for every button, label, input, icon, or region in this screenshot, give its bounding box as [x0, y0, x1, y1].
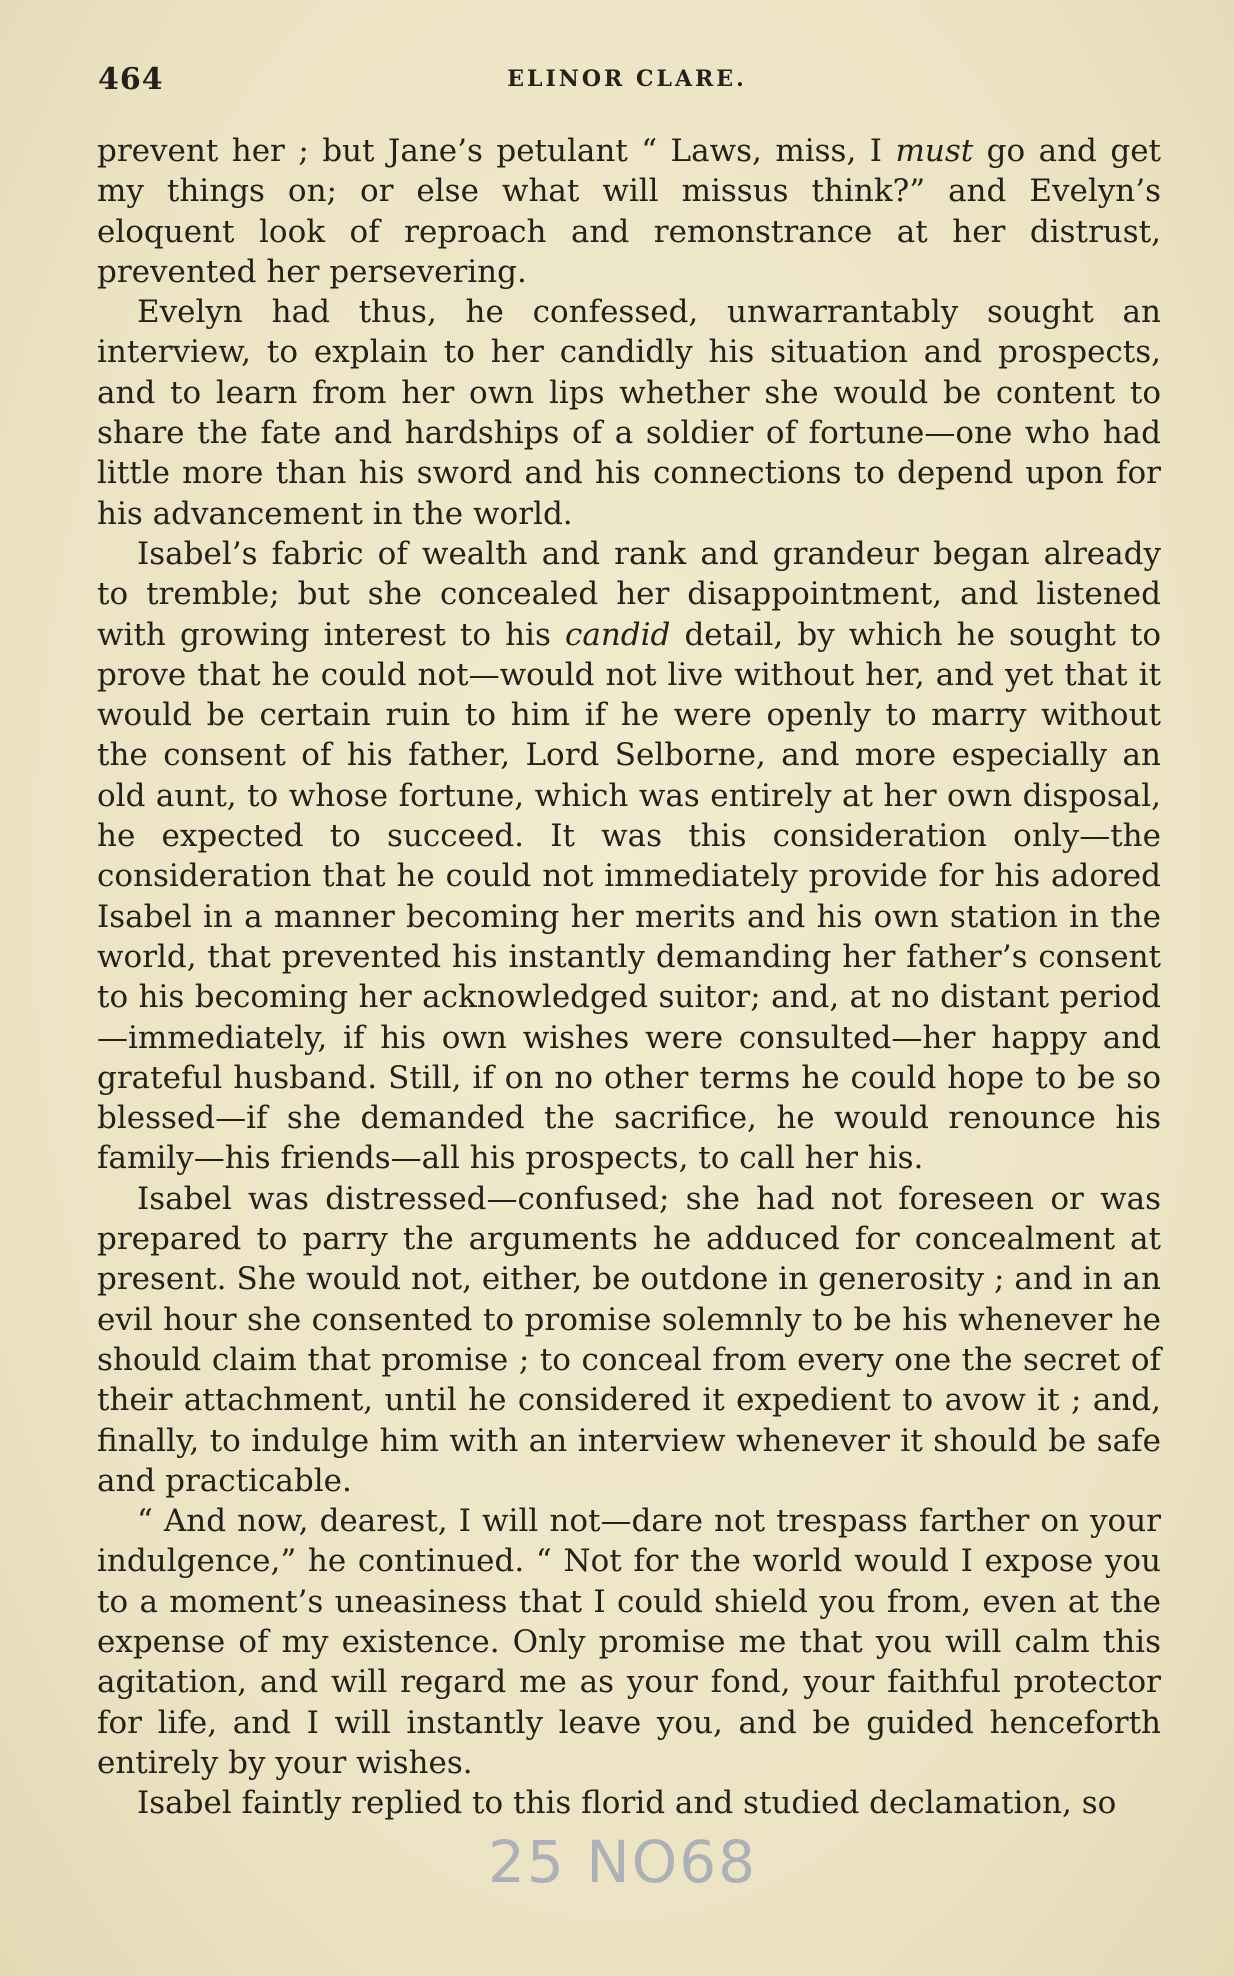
- text-run: go and get my things on; or else what will missus think?” and Evelyn’s eloquent look of reproach and remonstrance at her distrust, prevented her persevering.: [97, 133, 1161, 290]
- text-run: Isabel was distressed—confused; she had not foreseen or was prepared to parry the arguments he adduced for concealment at present. She would not, either, be outdone in generosity ; and in an evil hour she consented to promise solemnly to be his whenever he should claim that promise ; to conceal from every one the secret of their attachment, until he considered it expedient to avow it ; and, finally, to indulge him with an interview whenever it should be safe and practicable.: [97, 1180, 1161, 1499]
- text-run: detail, by which he sought to prove that he could not—would not live without her, and yet that it would be certain ruin to him if he were openly to marry without the consent of his father, Lord Selborne, and more especially an old aunt, to whose fortune, which was entirely at her own disposal, he expected to succeed. It was this consideration only—the consideration that he could not immediately provide for his adored Isabel in a manner becoming her merits and his own station in the world, that prevented his instantly demanding her father’s consent to his becoming her acknowledged suitor; and, at no distant period—immediately, if his own wishes were consulted—her happy and grateful husband. Still, if on no other terms he could hope to be so blessed—if she demanded the sacrifice, he would renounce his family—his friends—all his prospects, to call her his.: [97, 616, 1161, 1177]
- body-text: [97, 131, 1161, 1823]
- paragraph: [97, 1783, 1161, 1823]
- paragraph: [97, 1501, 1161, 1783]
- text-run: prevent her ; but Jane’s petulant “ Laws, miss, I: [97, 133, 896, 169]
- italic-emphasis: must: [895, 133, 974, 169]
- paragraph: [97, 292, 1161, 534]
- paragraph: [97, 534, 1161, 1179]
- paragraph: [97, 131, 1161, 292]
- text-run: Isabel’s fabric of wealth and rank and grandeur began already to tremble; but she concealed her disappointment, and listened with growing interest to his: [97, 535, 1161, 653]
- library-stamp: 25 NO68: [488, 1828, 758, 1896]
- paragraph: [97, 1179, 1161, 1501]
- text-run: “ And now, dearest, I will not—dare not trespass farther on your indulgence,” he continued. “ Not for the world would I expose you to a moment’s uneasiness that I could shield you from, even at the expense of my existence. Only promise me that you will calm this agitation, and will regard me as your fond, your faithful protector for life, and I will instantly leave you, and be guided henceforth entirely by your wishes.: [97, 1503, 1161, 1781]
- italic-emphasis: candid: [564, 616, 671, 653]
- text-run: Evelyn had thus, he confessed, unwarrantably sought an interview, to explain to her candidly his situation and prospects, and to learn from her own lips whether she would be content to share the fate and hardships of a soldier of fortune—one who had little more than his sword and his connections to depend upon for his advancement in the world.: [97, 294, 1161, 532]
- running-title: ELINOR CLARE.: [507, 66, 747, 92]
- page-number: 464: [98, 62, 164, 97]
- page-header: [98, 62, 1156, 106]
- text-run: Isabel faintly replied to this florid and studied declamation, so: [137, 1785, 1117, 1822]
